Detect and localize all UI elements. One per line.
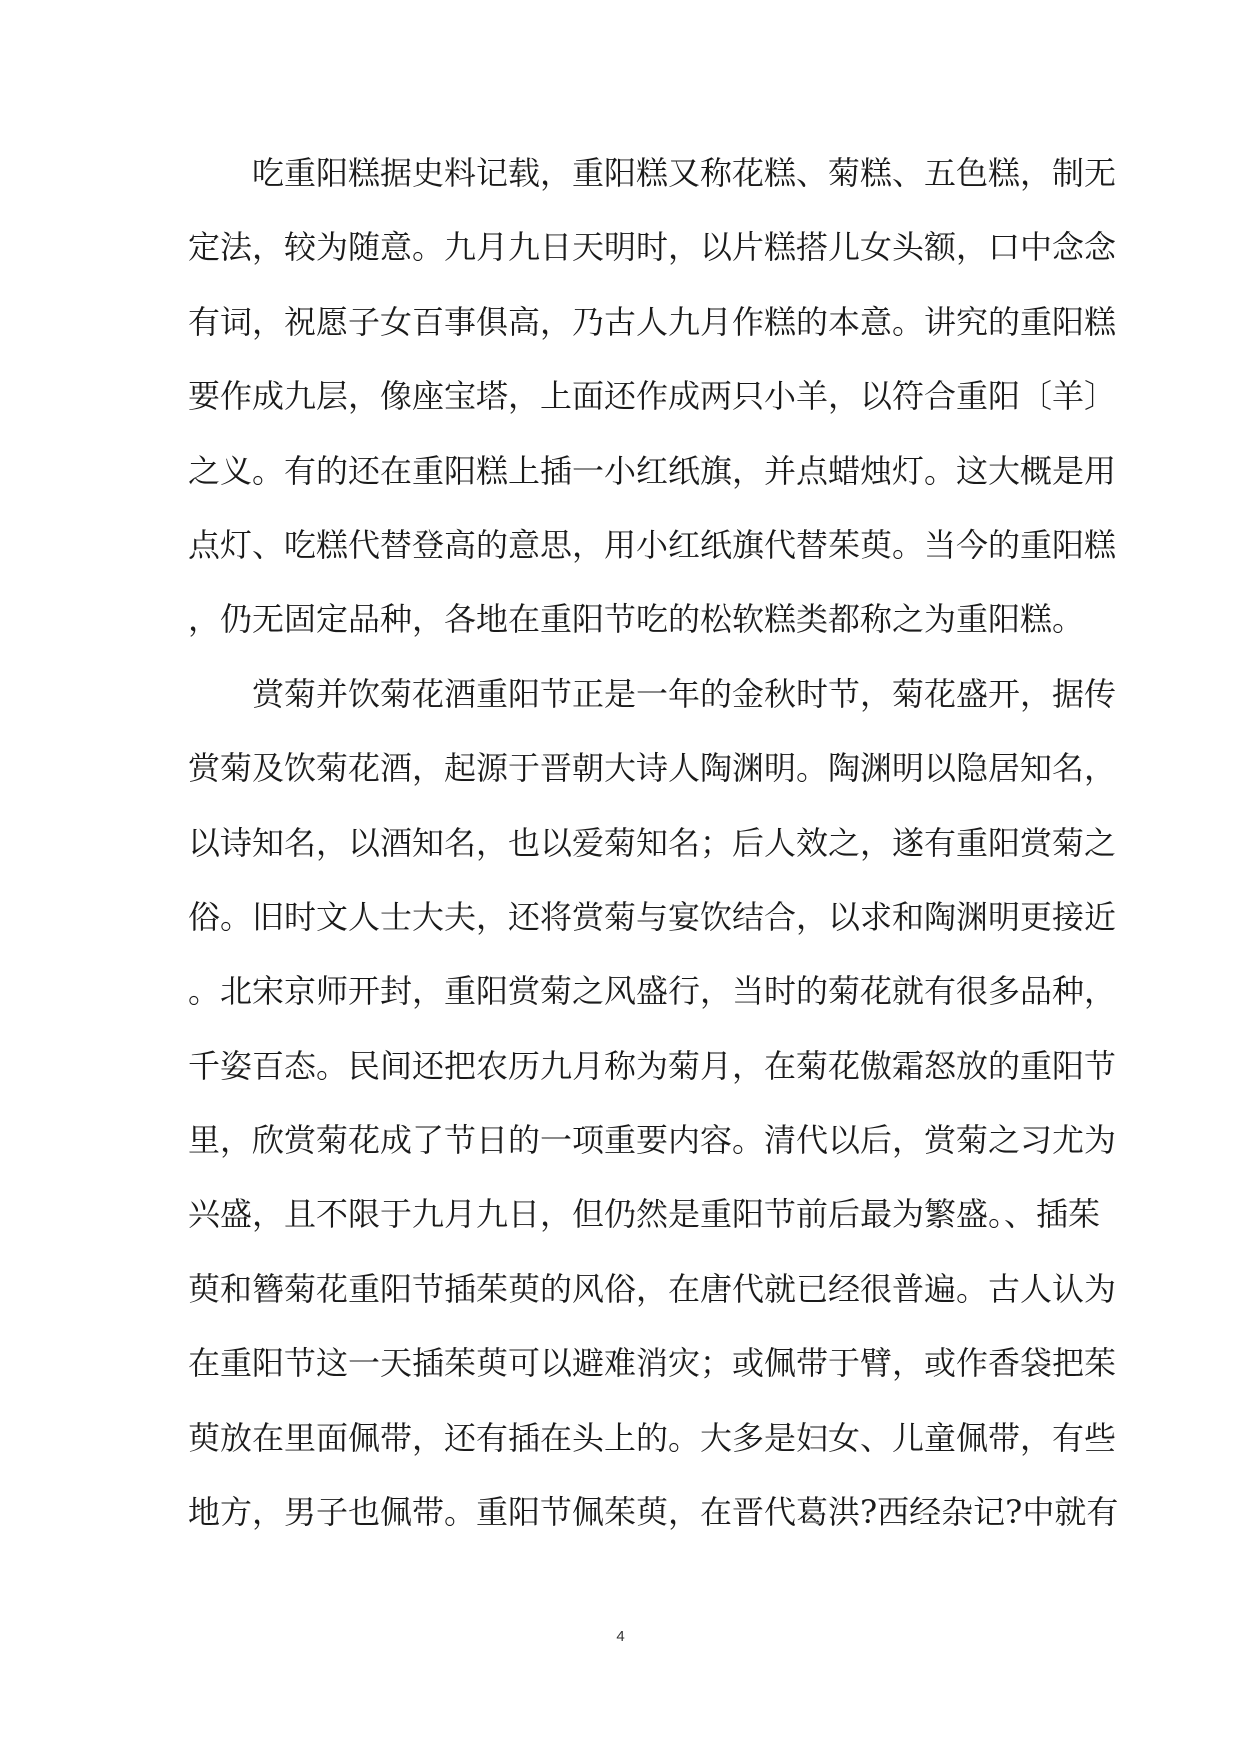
text-line: 有词，祝愿子女百事俱高，乃古人九月作糕的本意。讲究的重阳糕 [188, 302, 1117, 341]
text-line: 千姿百态。民间还把农历九月称为菊月，在菊花傲霜怒放的重阳节 [188, 1046, 1117, 1085]
text-line: 地方，男子也佩带。重阳节佩茱萸，在晋代葛洪?西经杂记?中就有 [188, 1493, 1119, 1532]
text-line: 之义。有的还在重阳糕上插一小红纸旗，并点蜡烛灯。这大概是用 [188, 451, 1117, 490]
text-line: 在重阳节这一天插茱萸可以避难消灾；或佩带于臂，或作香袋把茱 [188, 1344, 1117, 1383]
text-line: 萸和簪菊花重阳节插茱萸的风俗，在唐代就已经很普遍。古人认为 [188, 1269, 1117, 1308]
text-line: 赏菊并饮菊花酒重阳节正是一年的金秋时节，菊花盛开，据传 [188, 674, 1117, 713]
text-line: 定法，较为随意。九月九日天明时，以片糕搭儿女头额，口中念念 [188, 228, 1117, 267]
body-text [188, 136, 1119, 1549]
text-line: 。北宋京师开封，重阳赏菊之风盛行，当时的菊花就有很多品种， [188, 972, 1117, 1011]
text-line: 吃重阳糕据史料记载，重阳糕又称花糕、菊糕、五色糕，制无 [188, 154, 1117, 192]
text-line: 俗。旧时文人士大夫，还将赏菊与宴饮结合，以求和陶渊明更接近 [188, 897, 1117, 936]
text-line: 点灯、吃糕代替登高的意思，用小红纸旗代替茱萸。当今的重阳糕 [188, 525, 1117, 564]
text-line: 要作成九层，像座宝塔，上面还作成两只小羊，以符合重阳〔羊〕 [188, 377, 1117, 416]
text-line: 萸放在里面佩带，还有插在头上的。大多是妇女、儿童佩带，有些 [188, 1418, 1117, 1457]
text-line: 赏菊及饮菊花酒，起源于晋朝大诗人陶渊明。陶渊明以隐居知名， [188, 749, 1117, 788]
page-number: 4 [616, 1628, 625, 1645]
text-line: 里，欣赏菊花成了节日的一项重要内容。清代以后，赏菊之习尤为 [188, 1121, 1117, 1160]
text-line: 以诗知名，以酒知名，也以爱菊知名；后人效之，遂有重阳赏菊之 [188, 823, 1117, 862]
text-line: ，仍无固定品种，各地在重阳节吃的松软糕类都称之为重阳糕。 [188, 600, 1085, 639]
text-line: 兴盛，且不限于九月九日，但仍然是重阳节前后最为繁盛。、插茱 [188, 1195, 1101, 1234]
